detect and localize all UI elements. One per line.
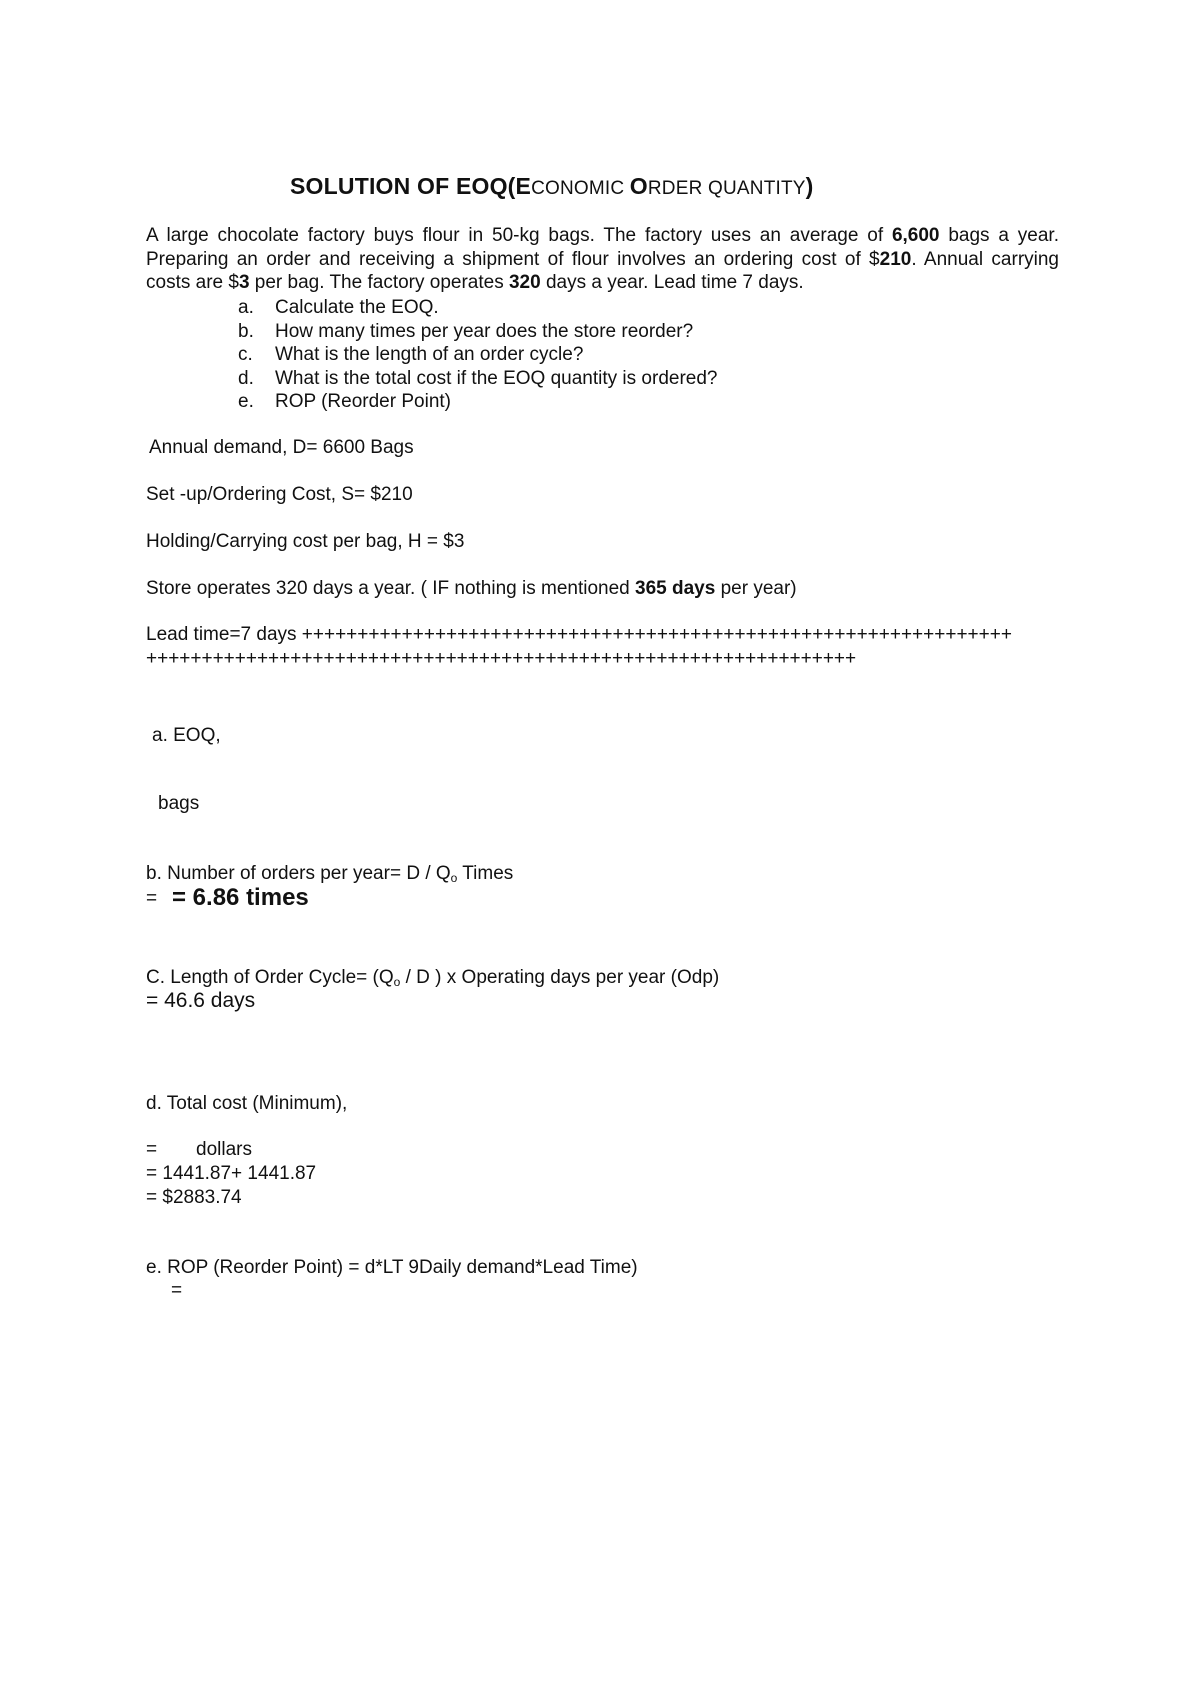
rop-heading: e. ROP (Reorder Point) = d*LT 9Daily demand*Lead Time)	[146, 1257, 638, 1278]
list-item: b. How many times per year does the store reorder?	[238, 320, 694, 342]
list-item: e. ROP (Reorder Point)	[238, 391, 451, 412]
list-item: a. Calculate the EOQ.	[238, 297, 439, 318]
plus-separator: ++++++++++++++++++++++++++++++++++++++++++++++++++++++++++++++++	[146, 648, 857, 669]
rop-equals: =	[171, 1280, 183, 1301]
total-cost-heading: d. Total cost (Minimum),	[146, 1093, 348, 1114]
lead-time: Lead time=7 days ++++++++++++++++++++++++++++++++++++++++++++++++++++++++++++++++	[146, 624, 1012, 645]
annual-demand: Annual demand, D= 6600 Bags	[149, 437, 414, 458]
list-item: c. What is the length of an order cycle?	[238, 344, 584, 365]
orders-result: = 6.86 times	[172, 884, 309, 911]
eoq-unit: bags	[158, 793, 200, 814]
operating-days: Store operates 320 days a year. ( IF nothing is mentioned 365 days per year)	[146, 578, 797, 599]
order-cycle-heading: C. Length of Order Cycle= ($Q_o$ / D ) x Operating days per year (Odp)	[146, 967, 720, 989]
holding-cost: Holding/Carrying cost per bag, H = $3	[146, 531, 465, 552]
eoq-heading: a. EOQ,	[152, 725, 221, 746]
page-title: SOLUTION OF EOQ(ECONOMIC ORDER QUANTITY)	[290, 173, 814, 199]
total-cost-unit: dollars	[196, 1139, 252, 1160]
order-cycle-result: = 46.6 days	[146, 989, 256, 1012]
orders-equals: =	[146, 888, 158, 909]
total-cost-sum: = 1441.87+ 1441.87	[146, 1163, 317, 1184]
total-cost-result: = $2883.74	[146, 1187, 242, 1208]
problem-statement: A large chocolate factory buys flour in 50-kg bags. The factory uses an average of 6,600 bags a year. Preparing an order and receiving a shipment of flour involves an ordering cost of $210. Annual carrying costs are $3 per bag. The factory operates 320 days a year. Lead time 7 days.	[146, 225, 1059, 293]
list-item: d. What is the total cost if the EOQ quantity is ordered?	[238, 367, 718, 389]
total-cost-equals: =	[146, 1139, 158, 1160]
orders-per-year-heading: b. Number of orders per year= D / $Q_o$ Times	[146, 863, 514, 885]
ordering-cost: Set -up/Ordering Cost, S= $210	[146, 484, 413, 505]
question-list	[0, 296, 1200, 414]
